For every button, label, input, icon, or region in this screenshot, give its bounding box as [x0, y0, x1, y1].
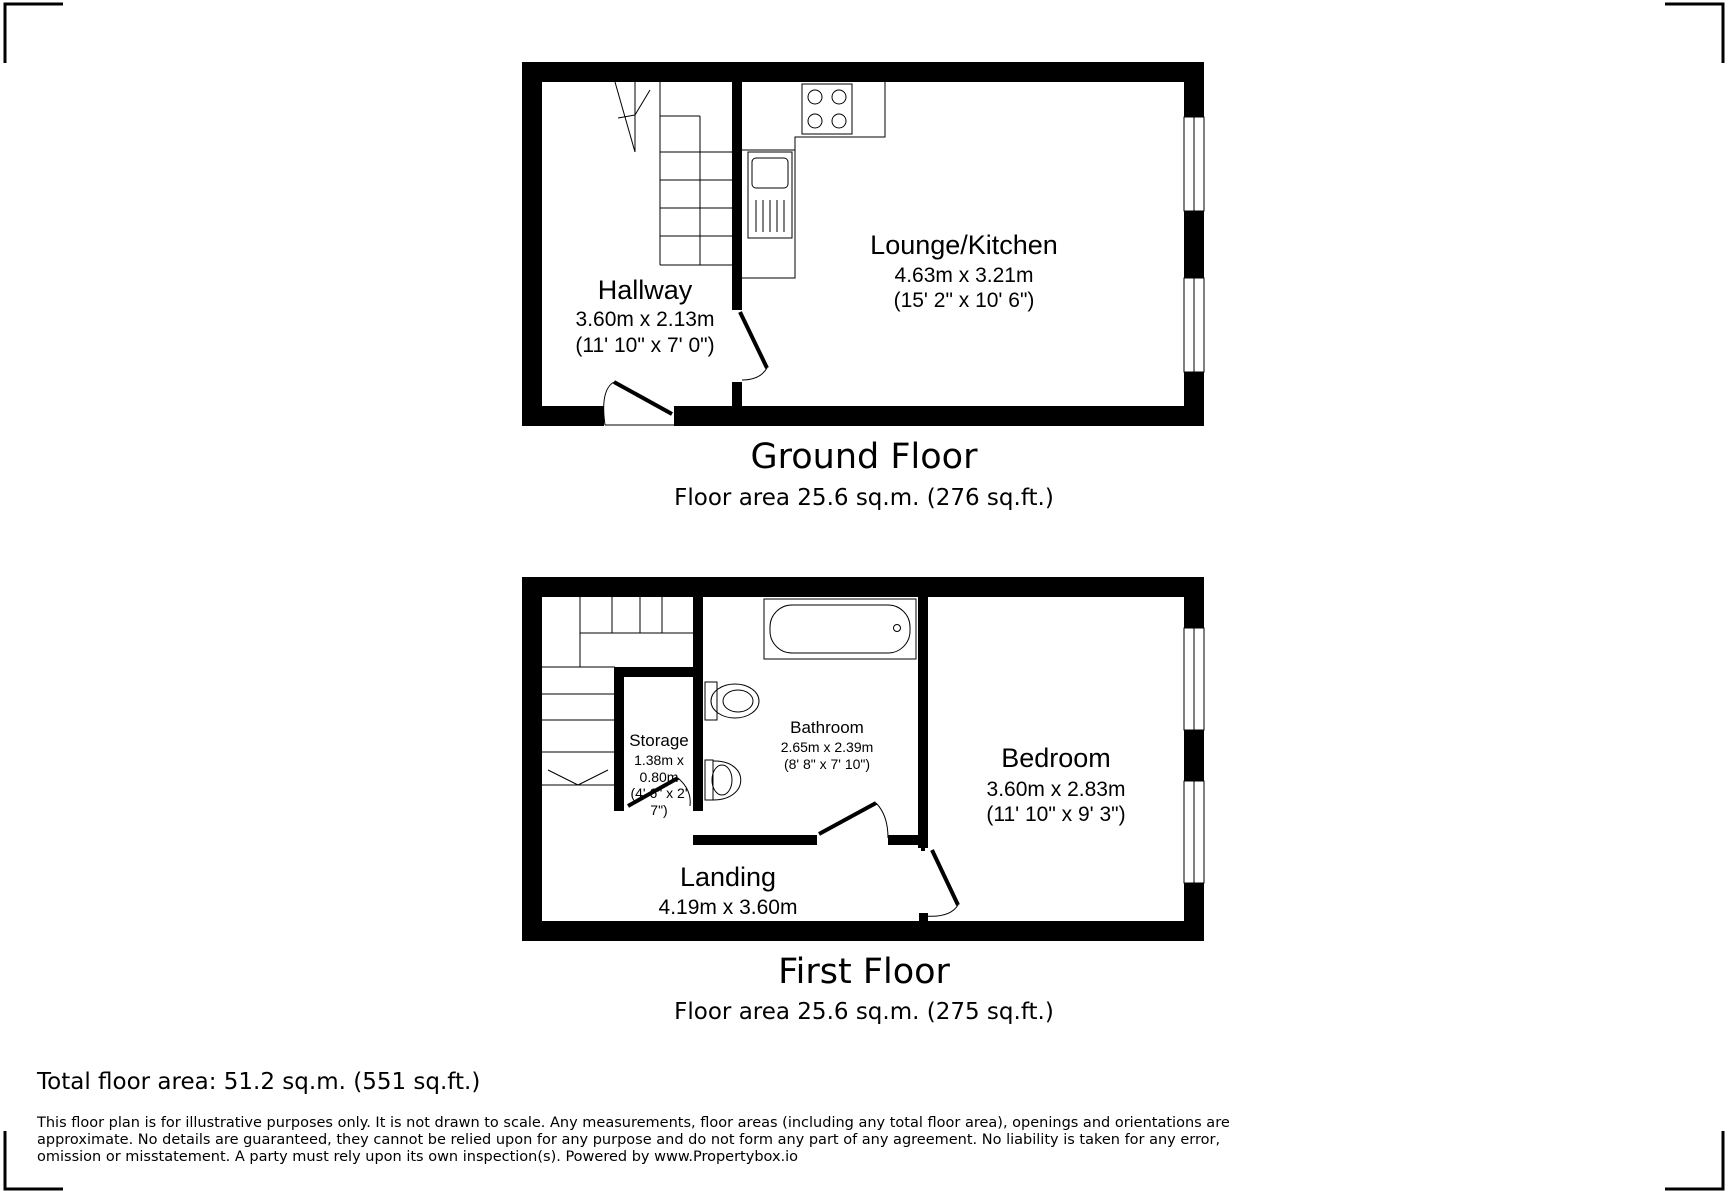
- ground-floor-plan: [522, 62, 1204, 426]
- bathroom-metric: 2.65m x 2.39m: [780, 739, 874, 755]
- storage-metric-line-2: 0.80m: [639, 769, 679, 785]
- hob-icon: [802, 84, 852, 134]
- first-floor-plan: [522, 577, 1204, 941]
- first-floor-title: First Floor: [778, 952, 950, 992]
- door-swing-icon: [819, 803, 888, 838]
- door-swing-icon: [919, 850, 958, 921]
- landing-metric: 4.19m x 3.60m: [658, 896, 798, 919]
- toilet-icon: [705, 682, 759, 720]
- sink-icon: [748, 152, 792, 238]
- first-floor-area: Floor area 25.6 sq.m. (275 sq.ft.): [674, 999, 1054, 1025]
- storage-imperial-line-1: (4' 6" x 2': [630, 785, 688, 801]
- ground-floor-area: Floor area 25.6 sq.m. (276 sq.ft.): [674, 485, 1054, 511]
- basin-icon: [705, 760, 741, 800]
- kitchen-counter: [742, 82, 885, 278]
- disclaimer-line-2: approximate. No details are guaranteed, they cannot be relied upon for any purpose and do not form any part of any agreement. No liability is taken for any error,: [37, 1132, 1221, 1148]
- hallway-metric: 3.60m x 2.13m: [575, 308, 715, 331]
- lounge-kitchen-name: Lounge/Kitchen: [870, 230, 1058, 260]
- hallway-name: Hallway: [597, 275, 693, 305]
- bath-icon: [764, 599, 916, 659]
- storage-name: Storage: [629, 731, 689, 750]
- hallway-imperial: (11' 10" x 7' 0"): [575, 334, 715, 357]
- door-swing-icon: [740, 312, 767, 380]
- storage-imperial-line-2: 7"): [650, 802, 668, 818]
- bedroom-metric: 3.60m x 2.83m: [986, 778, 1126, 801]
- landing-name: Landing: [679, 862, 777, 892]
- lounge-kitchen-imperial: (15' 2" x 10' 6"): [893, 289, 1035, 312]
- storage-metric-line-1: 1.38m x: [634, 752, 684, 768]
- bedroom-imperial: (11' 10" x 9' 3"): [986, 803, 1126, 826]
- total-floor-area: Total floor area: 51.2 sq.m. (551 sq.ft.): [37, 1069, 481, 1095]
- stairs-icon: [615, 82, 732, 265]
- ground-floor-title: Ground Floor: [750, 437, 978, 477]
- disclaimer-line-1: This floor plan is for illustrative purposes only. It is not drawn to scale. Any measurements, floor areas (including any total floor area), openings and orientations are: [37, 1115, 1230, 1131]
- lounge-kitchen-metric: 4.63m x 3.21m: [894, 264, 1034, 287]
- bedroom-name: Bedroom: [1001, 743, 1111, 773]
- disclaimer-line-3: omission or misstatement. A party must rely upon its own inspection(s). Powered by www.Propertybox.io: [37, 1149, 799, 1165]
- bathroom-name: Bathroom: [790, 718, 864, 737]
- bathroom-imperial: (8' 8" x 7' 10"): [783, 756, 871, 772]
